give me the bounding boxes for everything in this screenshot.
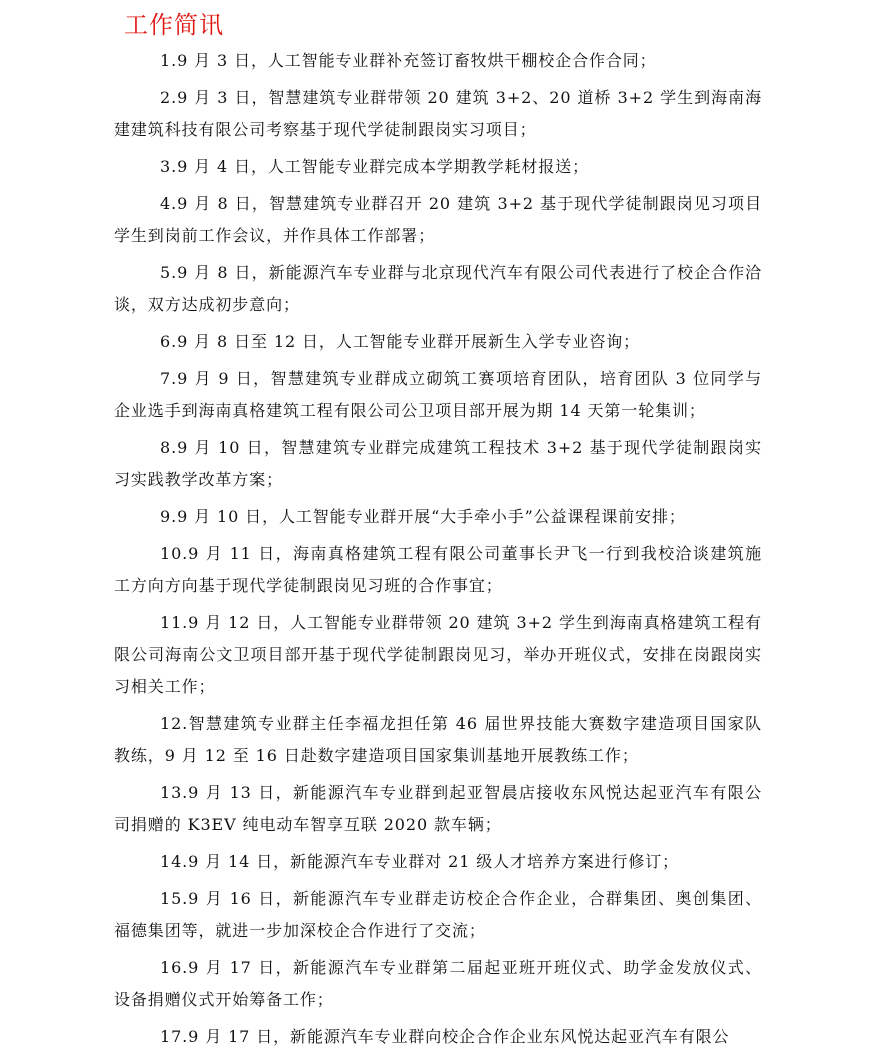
news-item-17: 17.9 月 17 日，新能源汽车专业群向校企合作企业东风悦达起亚汽车有限公	[160, 1027, 730, 1046]
news-item-7: 7.9 月 9 日，智慧建筑专业群成立砌筑工赛项培育团队，培育团队 3 位同学与企业选手到海南真格建筑工程有限公司公卫项目部开展为期 14 天第一轮集训；	[114, 369, 762, 420]
news-item-2: 2.9 月 3 日，智慧建筑专业群带领 20 建筑 3+2、20 道桥 3+2 学生到海南海建建筑科技有限公司考察基于现代学徒制跟岗实习项目；	[114, 88, 762, 139]
news-item-3: 3.9 月 4 日，人工智能专业群完成本学期教学耗材报送；	[160, 157, 589, 176]
news-item-9: 9.9 月 10 日，人工智能专业群开展“大手牵小手”公益课程课前安排；	[160, 507, 686, 526]
news-list	[114, 45, 762, 1058]
news-item-1: 1.9 月 3 日，人工智能专业群补充签订畜牧烘干棚校企合作合同；	[160, 51, 657, 70]
news-item-4: 4.9 月 8 日，智慧建筑专业群召开 20 建筑 3+2 基于现代学徒制跟岗见习项目学生到岗前工作会议，并作具体工作部署；	[114, 194, 762, 245]
news-item-8: 8.9 月 10 日，智慧建筑专业群完成建筑工程技术 3+2 基于现代学徒制跟岗实习实践教学改革方案；	[114, 438, 762, 489]
news-item-13: 13.9 月 13 日，新能源汽车专业群到起亚智晨店接收东风悦达起亚汽车有限公司捐赠的 K3EV 纯电动车智享互联 2020 款车辆；	[114, 783, 762, 834]
news-item-12: 12.智慧建筑专业群主任李福龙担任第 46 届世界技能大赛数字建造项目国家队教练，9 月 12 至 16 日赴数字建造项目国家集训基地开展教练工作；	[114, 714, 762, 765]
news-item-5: 5.9 月 8 日，新能源汽车专业群与北京现代汽车有限公司代表进行了校企合作洽谈，双方达成初步意向；	[114, 263, 762, 314]
news-item-10: 10.9 月 11 日，海南真格建筑工程有限公司董事长尹飞一行到我校洽谈建筑施工方向方向基于现代学徒制跟岗见习班的合作事宜；	[114, 544, 762, 595]
news-item-16: 16.9 月 17 日，新能源汽车专业群第二届起亚班开班仪式、助学金发放仪式、设备捐赠仪式开始筹备工作；	[114, 958, 762, 1009]
news-item-15: 15.9 月 16 日，新能源汽车专业群走访校企合作企业，合群集团、奥创集团、福德集团等，就进一步加深校企合作进行了交流；	[114, 889, 762, 940]
news-item-11: 11.9 月 12 日，人工智能专业群带领 20 建筑 3+2 学生到海南真格建筑工程有限公司海南公文卫项目部开基于现代学徒制跟岗见习，举办开班仪式，安排在岗跟岗实习相关工作；	[114, 613, 762, 696]
news-item-14: 14.9 月 14 日，新能源汽车专业群对 21 级人才培养方案进行修订；	[160, 852, 680, 871]
news-item-6: 6.9 月 8 日至 12 日，人工智能专业群开展新生入学专业咨询；	[160, 332, 641, 351]
page-title: 工作简讯	[124, 11, 224, 39]
